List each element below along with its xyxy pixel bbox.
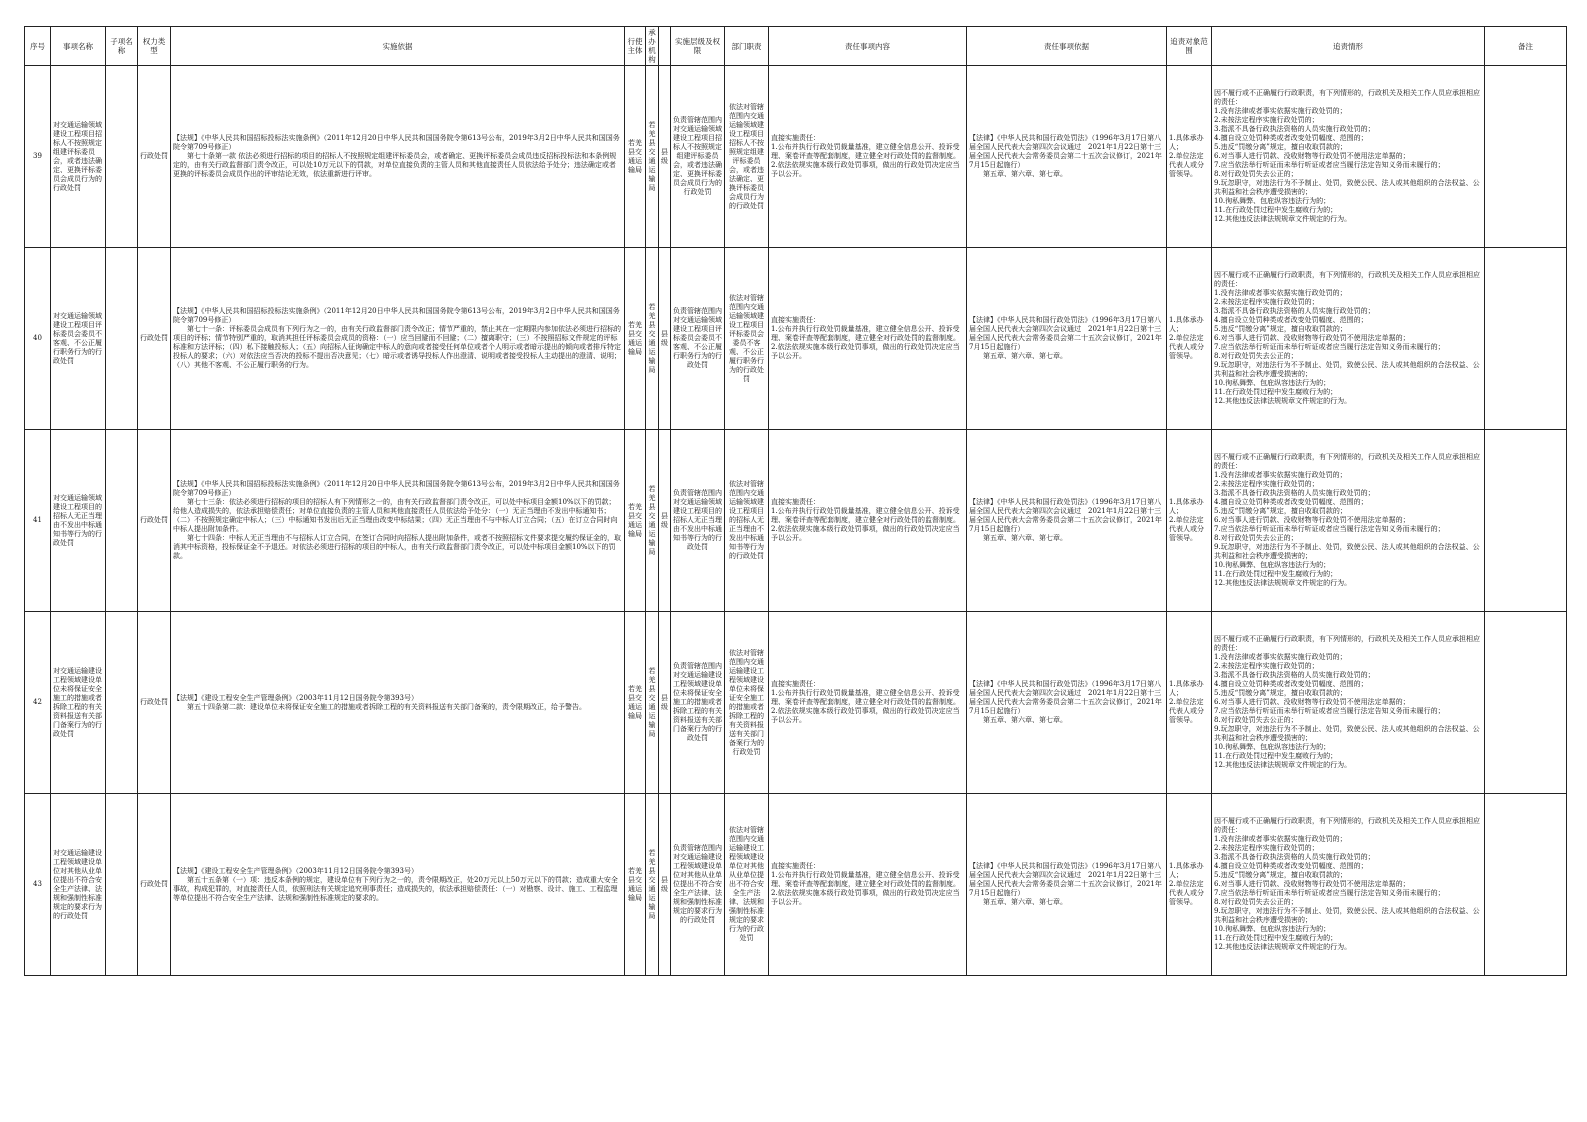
subject-cell: 若羌县交通运输局	[625, 612, 646, 794]
note-cell	[1485, 66, 1567, 248]
header-cell: 追责情形	[1212, 27, 1485, 66]
header-cell	[659, 27, 671, 66]
org-cell: 若羌县交通运输局	[646, 612, 659, 794]
org-cell: 若羌县交通运输局	[646, 248, 659, 430]
seq-cell: 41	[25, 430, 51, 612]
note-cell	[1485, 794, 1567, 976]
header-cell: 责任事项依据	[967, 27, 1167, 66]
seq-cell: 42	[25, 612, 51, 794]
resp-content-cell: 直接实施责任： 1.公布并执行行政处罚裁量基准，建立健全信息公开、投诉受理、案卷评查等配套制度，建立健全对行政处罚的监督制度。 2.依法依规实施本级行政处罚事项，做出的行政处罚决定应当予以公开。	[769, 66, 967, 248]
basis-cell: 【法规】《建设工程安全生产管理条例》（2003年11月12日国务院令第393号） 第五十四条第二款：建设单位未将保证安全施工的措施或者拆除工程的有关资料报送有关部门备案的，责令限期改正，给予警告。	[171, 612, 625, 794]
level-cell: 县级	[659, 66, 671, 248]
header-cell: 备注	[1485, 27, 1567, 66]
resp-content-cell: 直接实施责任： 1.公布并执行行政处罚裁量基准，建立健全信息公开、投诉受理、案卷评查等配套制度，建立健全对行政处罚的监督制度。 2.依法依规实施本级行政处罚事项，做出的行政处罚决定应当予以公开。	[769, 430, 967, 612]
cases-cell: 因不履行或不正确履行行政职责，有下列情形的，行政机关及相关工作人员应承担相应的责任： 1.没有法律或者事实依据实施行政处罚的； 2.未按法定程序实施行政处罚的； 3.指派不具备行政执法资格的人员实施行政处罚的； 4.擅自设立处罚种类或者改变处罚幅度、范围的； 5.违反“罚缴分离”规定，擅自收取罚款的； 6.对当事人进行罚款、没收财物等行政处罚不使用法定单据的； 7.应当依法举行听证而未举行听证或者应当履行法定告知义务而未履行的； 8.对行政处罚失去公正的； 9.玩忽职守，对违法行为不予制止、处罚，致使公民、法人或其他组织的合法权益、公共利益和社会秩序遭受损害的； 10.徇私舞弊、包庇纵容违法行为的； 11.在行政处罚过程中发生腐败行为的； 12.其他违反法律法规规章文件规定的行为。	[1212, 430, 1485, 612]
header-cell: 权力类型	[138, 27, 171, 66]
level-authority-cell: 负责管辖范围内对交通运输领域建设工程项目招标人不按照规定组建评标委员会，或者违法确定、更换评标委员会成员行为的行政处罚	[671, 66, 725, 248]
subject-cell: 若羌县交通运输局	[625, 430, 646, 612]
level-authority-cell: 负责管辖范围内对交通运输领域建设工程项目的招标人无正当理由不发出中标通知书等行为的行政处罚	[671, 430, 725, 612]
resp-content-cell: 直接实施责任： 1.公布并执行行政处罚裁量基准，建立健全信息公开、投诉受理、案卷评查等配套制度，建立健全对行政处罚的监督制度。 2.依法依规实施本级行政处罚事项，做出的行政处罚决定应当予以公开。	[769, 612, 967, 794]
note-cell	[1485, 248, 1567, 430]
org-cell: 若羌县交通运输局	[646, 66, 659, 248]
header-cell: 事项名称	[51, 27, 106, 66]
scope-cell: 1.具体承办人； 2.单位法定代表人或分管领导。	[1167, 612, 1212, 794]
header-cell: 追责对象范围	[1167, 27, 1212, 66]
duty-cell: 依法对管辖范围内交通运输领域建设工程项目招标人不按照规定组建评标委员会，或者违法确定、更换评标委员会成员行为的行政处罚	[725, 66, 769, 248]
duty-cell: 依法对管辖范围内交通运输建设工程领域建设单位未将保证安全施工的措施或者拆除工程的有关资料报送有关部门备案行为的行政处罚	[725, 612, 769, 794]
header-row	[25, 27, 1567, 66]
subject-cell: 若羌县交通运输局	[625, 248, 646, 430]
sub-item-cell	[106, 248, 138, 430]
level-cell: 县级	[659, 430, 671, 612]
org-cell: 若羌县交通运输局	[646, 794, 659, 976]
note-cell	[1485, 430, 1567, 612]
header-cell: 行使主体	[625, 27, 646, 66]
sub-item-cell	[106, 794, 138, 976]
duty-cell: 依法对管辖范围内交通运输领域建设工程项目评标委员会委员不客观、不公正履行职务行为的行政处罚	[725, 248, 769, 430]
sub-item-cell	[106, 66, 138, 248]
header-cell: 责任事项内容	[769, 27, 967, 66]
scope-cell: 1.具体承办人； 2.单位法定代表人或分管领导。	[1167, 248, 1212, 430]
resp-content-cell: 直接实施责任： 1.公布并执行行政处罚裁量基准，建立健全信息公开、投诉受理、案卷评查等配套制度，建立健全对行政处罚的监督制度。 2.依法依规实施本级行政处罚事项，做出的行政处罚决定应当予以公开。	[769, 248, 967, 430]
item-name-cell: 对交通运输领域建设工程项目招标人不按照规定组建评标委员会，或者违法确定、更换评标委员会成员行为的行政处罚	[51, 66, 106, 248]
header-cell: 承办机构	[646, 27, 659, 66]
resp-basis-cell: 【法律】《中华人民共和国行政处罚法》（1996年3月17日第八届全国人民代表大会第四次会议通过 2021年1月22日第十三届全国人民代表大会常务委员会第二十五次会议修订，2021年7月15日起施行） 第五章、第六章、第七章。	[967, 248, 1167, 430]
resp-basis-cell: 【法律】《中华人民共和国行政处罚法》（1996年3月17日第八届全国人民代表大会第四次会议通过 2021年1月22日第十三届全国人民代表大会常务委员会第二十五次会议修订，2021年7月15日起施行） 第五章、第六章、第七章。	[967, 430, 1167, 612]
item-name-cell: 对交通运输建设工程领域建设单位对其他从业单位提出不符合安全生产法律、法规和强制性标准规定的要求行为的行政处罚	[51, 794, 106, 976]
resp-basis-cell: 【法律】《中华人民共和国行政处罚法》（1996年3月17日第八届全国人民代表大会第四次会议通过 2021年1月22日第十三届全国人民代表大会常务委员会第二十五次会议修订，2021年7月15日起施行） 第五章、第六章、第七章。	[967, 612, 1167, 794]
header-cell: 实施层级及权限	[671, 27, 725, 66]
table-row	[25, 612, 1567, 794]
header-cell: 实施依据	[171, 27, 625, 66]
table-row	[25, 430, 1567, 612]
level-cell: 县级	[659, 248, 671, 430]
header-cell: 部门职责	[725, 27, 769, 66]
table-row	[25, 66, 1567, 248]
sub-item-cell	[106, 612, 138, 794]
level-cell: 县级	[659, 612, 671, 794]
level-authority-cell: 负责管辖范围内对交通运输领域建设工程项目评标委员会委员不客观、不公正履行职务行为的行政处罚	[671, 248, 725, 430]
power-type-cell: 行政处罚	[138, 794, 171, 976]
header-cell: 序号	[25, 27, 51, 66]
subject-cell: 若羌县交通运输局	[625, 66, 646, 248]
seq-cell: 40	[25, 248, 51, 430]
item-name-cell: 对交通运输领域建设工程项目的招标人无正当理由不发出中标通知书等行为的行政处罚	[51, 430, 106, 612]
cases-cell: 因不履行或不正确履行行政职责，有下列情形的，行政机关及相关工作人员应承担相应的责任： 1.没有法律或者事实依据实施行政处罚的； 2.未按法定程序实施行政处罚的； 3.指派不具备行政执法资格的人员实施行政处罚的； 4.擅自设立处罚种类或者改变处罚幅度、范围的； 5.违反“罚缴分离”规定，擅自收取罚款的； 6.对当事人进行罚款、没收财物等行政处罚不使用法定单据的； 7.应当依法举行听证而未举行听证或者应当履行法定告知义务而未履行的； 8.对行政处罚失去公正的； 9.玩忽职守，对违法行为不予制止、处罚，致使公民、法人或其他组织的合法权益、公共利益和社会秩序遭受损害的； 10.徇私舞弊、包庇纵容违法行为的； 11.在行政处罚过程中发生腐败行为的； 12.其他违反法律法规规章文件规定的行为。	[1212, 248, 1485, 430]
scope-cell: 1.具体承办人； 2.单位法定代表人或分管领导。	[1167, 66, 1212, 248]
basis-cell: 【法规】《中华人民共和国招标投标法实施条例》（2011年12月20日中华人民共和国国务院令第613号公布，2019年3月2日中华人民共和国国务院令第709号修正） 第七十条第一款 依法必须进行招标的项目的招标人不按照规定组建评标委员会，或者确定、更换评标委员会成员违反招标投标法和本条例规定的，由有关行政监督部门责令改正，可以处10万元以下的罚款，对单位直接负责的主管人员和其他直接责任人员依法给予处分；违法确定或者更换的评标委员会成员作出的评审结论无效，依法重新进行评审。	[171, 66, 625, 248]
item-name-cell: 对交通运输建设工程领域建设单位未将保证安全施工的措施或者拆除工程的有关资料报送有关部门备案行为的行政处罚	[51, 612, 106, 794]
header-cell: 子项名称	[106, 27, 138, 66]
subject-cell: 若羌县交通运输局	[625, 794, 646, 976]
scope-cell: 1.具体承办人； 2.单位法定代表人或分管领导。	[1167, 794, 1212, 976]
power-type-cell: 行政处罚	[138, 248, 171, 430]
org-cell: 若羌县交通运输局	[646, 430, 659, 612]
seq-cell: 43	[25, 794, 51, 976]
level-authority-cell: 负责管辖范围内对交通运输建设工程领域建设单位对其他从业单位提出不符合安全生产法律、法规和强制性标准规定的要求行为的行政处罚	[671, 794, 725, 976]
note-cell	[1485, 612, 1567, 794]
cases-cell: 因不履行或不正确履行行政职责，有下列情形的，行政机关及相关工作人员应承担相应的责任： 1.没有法律或者事实依据实施行政处罚的； 2.未按法定程序实施行政处罚的； 3.指派不具备行政执法资格的人员实施行政处罚的； 4.擅自设立处罚种类或者改变处罚幅度、范围的； 5.违反“罚缴分离”规定，擅自收取罚款的； 6.对当事人进行罚款、没收财物等行政处罚不使用法定单据的； 7.应当依法举行听证而未举行听证或者应当履行法定告知义务而未履行的； 8.对行政处罚失去公正的； 9.玩忽职守，对违法行为不予制止、处罚，致使公民、法人或其他组织的合法权益、公共利益和社会秩序遭受损害的； 10.徇私舞弊、包庇纵容违法行为的； 11.在行政处罚过程中发生腐败行为的； 12.其他违反法律法规规章文件规定的行为。	[1212, 612, 1485, 794]
sub-item-cell	[106, 430, 138, 612]
duty-cell: 依法对管辖范围内交通运输建设工程领域建设单位对其他从业单位提出不符合安全生产法律、法规和强制性标准规定的要求行为的行政处罚	[725, 794, 769, 976]
table-row	[25, 794, 1567, 976]
basis-cell: 【法规】《中华人民共和国招标投标法实施条例》（2011年12月20日中华人民共和国国务院令第613号公布，2019年3月2日中华人民共和国国务院令第709号修正） 第七十一条：评标委员会成员有下列行为之一的，由有关行政监督部门责令改正；情节严重的，禁止其在一定期限内参加依法必须进行招标的项目的评标；情节特别严重的，取消其担任评标委员会成员的资格：（一）应当回避而不回避；（二）擅离职守；（三）不按照招标文件规定的评标标准和方法评标；（四）私下接触投标人；（五）向招标人征询确定中标人的意向或者接受任何单位或者个人明示或者暗示提出的倾向或者排斥特定投标人的要求；（六）对依法应当否决的投标不提出否决意见；（七）暗示或者诱导投标人作出澄清、说明或者接受投标人主动提出的澄清、说明；（八）其他不客观、不公正履行职务的行为。	[171, 248, 625, 430]
basis-cell: 【法规】《中华人民共和国招标投标法实施条例》（2011年12月20日中华人民共和国国务院令第613号公布，2019年3月2日中华人民共和国国务院令第709号修正） 第七十三条：依法必须进行招标的项目的招标人有下列情形之一的，由有关行政监督部门责令改正，可以处中标项目金额10%以下的罚款；给他人造成损失的，依法承担赔偿责任；对单位直接负责的主管人员和其他直接责任人员依法给予处分：（一）无正当理由不发出中标通知书；（二）不按照规定确定中标人；（三）中标通知书发出后无正当理由改变中标结果；（四）无正当理由不与中标人订立合同；（五）在订立合同时向中标人提出附加条件。 第七十四条：中标人无正当理由不与招标人订立合同，在签订合同时向招标人提出附加条件，或者不按照招标文件要求提交履约保证金的，取消其中标资格，投标保证金不予退还。对依法必须进行招标的项目的中标人，由有关行政监督部门责令改正，可以处中标项目金额10%以下的罚款。	[171, 430, 625, 612]
power-type-cell: 行政处罚	[138, 430, 171, 612]
duty-cell: 依法对管辖范围内交通运输领域建设工程项目的招标人无正当理由不发出中标通知书等行为的行政处罚	[725, 430, 769, 612]
resp-basis-cell: 【法律】《中华人民共和国行政处罚法》（1996年3月17日第八届全国人民代表大会第四次会议通过 2021年1月22日第十三届全国人民代表大会常务委员会第二十五次会议修订，2021年7月15日起施行） 第五章、第六章、第七章。	[967, 66, 1167, 248]
table-row	[25, 248, 1567, 430]
resp-content-cell: 直接实施责任： 1.公布并执行行政处罚裁量基准，建立健全信息公开、投诉受理、案卷评查等配套制度，建立健全对行政处罚的监督制度。 2.依法依规实施本级行政处罚事项，做出的行政处罚决定应当予以公开。	[769, 794, 967, 976]
cases-cell: 因不履行或不正确履行行政职责，有下列情形的，行政机关及相关工作人员应承担相应的责任： 1.没有法律或者事实依据实施行政处罚的； 2.未按法定程序实施行政处罚的； 3.指派不具备行政执法资格的人员实施行政处罚的； 4.擅自设立处罚种类或者改变处罚幅度、范围的； 5.违反“罚缴分离”规定，擅自收取罚款的； 6.对当事人进行罚款、没收财物等行政处罚不使用法定单据的； 7.应当依法举行听证而未举行听证或者应当履行法定告知义务而未履行的； 8.对行政处罚失去公正的； 9.玩忽职守，对违法行为不予制止、处罚，致使公民、法人或其他组织的合法权益、公共利益和社会秩序遭受损害的； 10.徇私舞弊、包庇纵容违法行为的； 11.在行政处罚过程中发生腐败行为的； 12.其他违反法律法规规章文件规定的行为。	[1212, 794, 1485, 976]
cases-cell: 因不履行或不正确履行行政职责，有下列情形的，行政机关及相关工作人员应承担相应的责任： 1.没有法律或者事实依据实施行政处罚的； 2.未按法定程序实施行政处罚的； 3.指派不具备行政执法资格的人员实施行政处罚的； 4.擅自设立处罚种类或者改变处罚幅度、范围的； 5.违反“罚缴分离”规定，擅自收取罚款的； 6.对当事人进行罚款、没收财物等行政处罚不使用法定单据的； 7.应当依法举行听证而未举行听证或者应当履行法定告知义务而未履行的； 8.对行政处罚失去公正的； 9.玩忽职守，对违法行为不予制止、处罚，致使公民、法人或其他组织的合法权益、公共利益和社会秩序遭受损害的； 10.徇私舞弊、包庇纵容违法行为的； 11.在行政处罚过程中发生腐败行为的； 12.其他违反法律法规规章文件规定的行为。	[1212, 66, 1485, 248]
item-name-cell: 对交通运输领域建设工程项目评标委员会委员不客观、不公正履行职务行为的行政处罚	[51, 248, 106, 430]
scope-cell: 1.具体承办人； 2.单位法定代表人或分管领导。	[1167, 430, 1212, 612]
power-type-cell: 行政处罚	[138, 612, 171, 794]
power-type-cell: 行政处罚	[138, 66, 171, 248]
level-cell: 县级	[659, 794, 671, 976]
resp-basis-cell: 【法律】《中华人民共和国行政处罚法》（1996年3月17日第八届全国人民代表大会第四次会议通过 2021年1月22日第十三届全国人民代表大会常务委员会第二十五次会议修订，2021年7月15日起施行） 第五章、第六章、第七章。	[967, 794, 1167, 976]
basis-cell: 【法规】《建设工程安全生产管理条例》（2003年11月12日国务院令第393号） 第五十五条第（一）项：违反本条例的规定，建设单位有下列行为之一的，责令限期改正，处20万元以上50万元以下的罚款；造成重大安全事故，构成犯罪的，对直接责任人员，依照刑法有关规定追究刑事责任；造成损失的，依法承担赔偿责任：（一）对勘察、设计、施工、工程监理等单位提出不符合安全生产法律、法规和强制性标准规定的要求的。	[171, 794, 625, 976]
seq-cell: 39	[25, 66, 51, 248]
level-authority-cell: 负责管辖范围内对交通运输建设工程领域建设单位未将保证安全施工的措施或者拆除工程的有关资料报送有关部门备案行为的行政处罚	[671, 612, 725, 794]
responsibility-table	[24, 26, 1567, 976]
